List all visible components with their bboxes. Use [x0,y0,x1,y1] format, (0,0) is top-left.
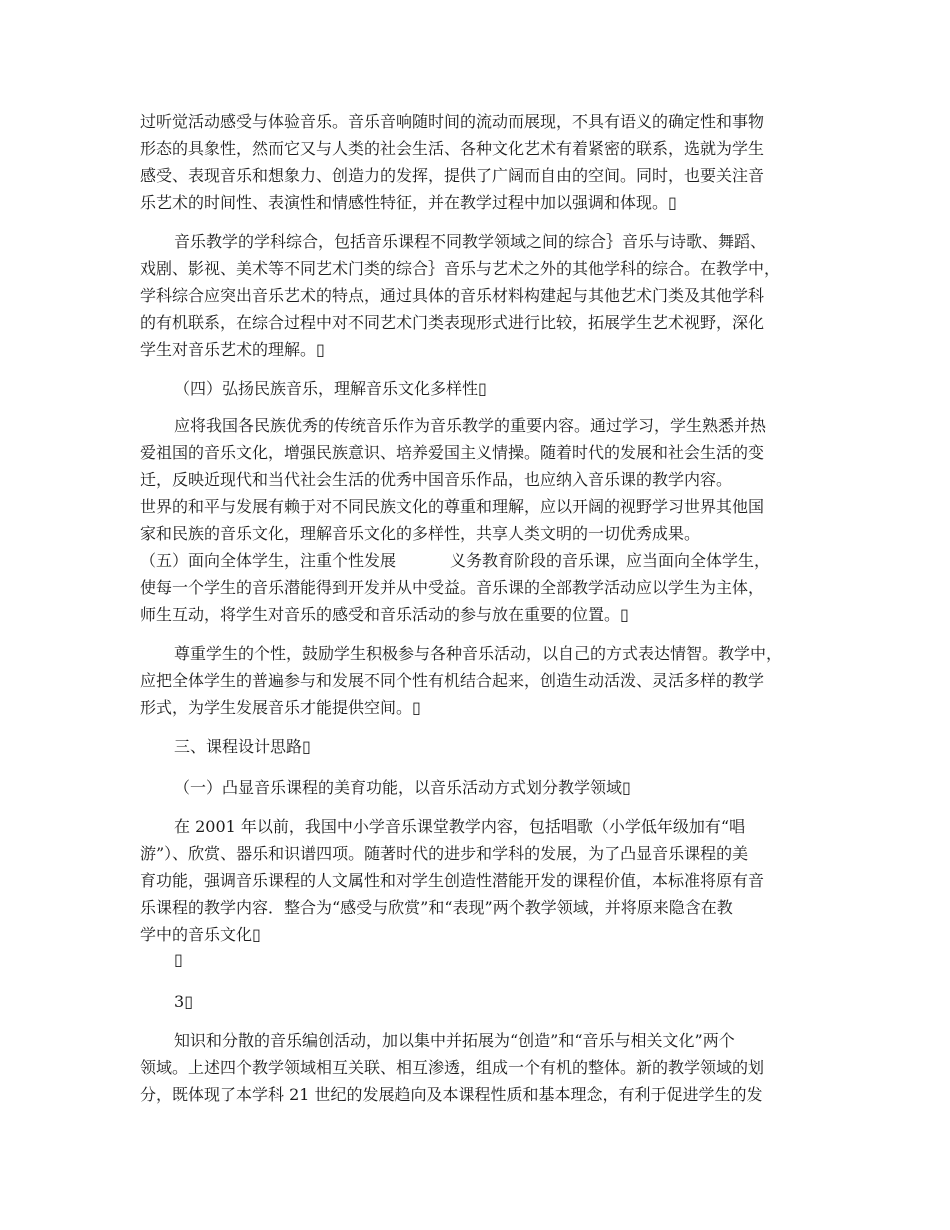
text-line: 游”）、欣赏、器乐和识谱四项。随著时代的进步和学科的发展，为了凸显音乐课程的美 [140,844,749,863]
page-number [140,988,820,1015]
text-line: 分，既体现了本学科 21 世纪的发展趋向及本课程性质和基本理念，有利于促进学生的发 [140,1085,763,1104]
text-line: 学中的音乐文化▯ [140,925,261,944]
text-line: 学科综合应突出音乐艺术的特点，通过具体的音乐材料构建起与其他艺术门类及其他学科 [140,286,765,305]
heading-text: （四）弘扬民族音乐，理解音乐文化多样性▯ [174,379,487,398]
paragraph-5 [140,640,820,721]
text-line: （五）面向全体学生，注重个性发展 义务教育阶段的音乐课，应当面向全体学生， [140,551,771,570]
end-mark: ▯ [174,950,183,969]
heading-text: （一）凸显音乐课程的美育功能，以音乐活动方式划分教学领域▯ [174,778,631,797]
end-mark: ▯ [316,340,325,359]
text-line: 形态的具象性，然而它又与人类的社会生活、各种文化艺术有着紧密的联系，选就为学生 [140,139,765,158]
text-line: 乐艺术的时间性、表演性和情感性特征，并在教学过程中加以强调和体现。▯ [140,193,677,212]
end-mark: ▯ [620,605,629,624]
text-line: 世界的和平与发展有赖于对不同民族文化的尊重和理解，应以开阔的视野学习世界其他国 [140,497,765,516]
text-line: 感受、表现音乐和想象力、创造力的发挥，提供了广阔而自由的空间。同时，也要关注音 [140,166,765,185]
paragraph-11 [140,1027,820,1108]
text-line: 戏剧、影视、美术等不同艺术门类的综合｝音乐与艺术之外的其他学科的综合。在教学中， [140,259,781,278]
empty-paragraph [140,946,820,973]
text-line: 应把全体学生的普遍参与和发展不同个性有机结合起来，创造生动活泼、灵活多样的教学 [140,671,765,690]
text-line: 过听觉活动感受与体验音乐。音乐音响随时间的流动而展现，不具有语义的确定性和事物 [140,112,765,131]
text-line: 爱祖国的音乐文化，增强民族意识、培养爱国主义情操。随着时代的发展和社会生活的变 [140,443,765,462]
text-line: 师生互动，将学生对音乐的感受和音乐活动的参与放在重要的位置。▯ [140,605,629,624]
end-mark: ▯ [184,992,193,1011]
end-mark: ▯ [412,698,421,717]
text-line [140,946,820,973]
paragraph-1 [140,108,820,216]
paragraph-2 [140,228,820,363]
text-line: 音乐教学的学科综合，包括音乐课程不同教学领域之间的综合｝音乐与诗歌、舞蹈、 [174,232,767,251]
text-line: 使每一个学生的音乐潜能得到开发并从中受益。音乐课的全部教学活动应以学生为主体， [140,578,765,597]
text-line: 的有机联系，在综合过程中对不同艺术门类表现形式进行比较，拓展学生艺术视野，深化 [140,313,765,332]
end-mark: ▯ [252,925,261,944]
paragraph-8 [140,813,820,948]
text-line: 家和民族的音乐文化，理解音乐文化的多样性，共享人类文明的一切优秀成果。 [140,524,701,543]
subsection-heading-1 [140,774,820,801]
text-line: 乐课程的教学内容．整合为“感受与欣赏”和“表现”两个教学领域，并将原来隐含在教 [140,898,733,917]
text-line: 尊重学生的个性，鼓励学生积极参与各种音乐活动，以自己的方式表达情智。教学中， [174,644,783,663]
end-mark: ▯ [302,737,311,756]
text-line: 应将我国各民族优秀的传统音乐作为音乐教学的重要内容。通过学习，学生熟悉并热 [174,416,767,435]
end-mark: ▯ [668,193,677,212]
end-mark: ▯ [622,778,631,797]
text-line: 领域。上述四个教学领域相互关联、相互渗透，组成一个有机的整体。新的教学领域的划 [140,1058,765,1077]
text-line: 育功能，强调音乐课程的人文属性和对学生创造性潜能开发的课程价值，本标准将原有音 [140,871,765,890]
text-line: 迁，反映近现代和当代社会生活的优秀中国音乐作品，也应纳入音乐课的教学内容。 [140,470,733,489]
section-heading-5: （五）面向全体学生，注重个性发展 [140,551,397,570]
paragraph-4 [140,412,820,628]
section-heading-3 [140,733,820,760]
text-line: 形式，为学生发展音乐才能提供空间。▯ [140,698,421,717]
section-heading-4 [140,375,820,402]
end-mark: ▯ [478,379,487,398]
text-line: 在 2001 年以前，我国中小学音乐课堂教学内容，包括唱歌（小学低年级加有“唱 [174,817,746,836]
text-line: 知识和分散的音乐编创活动，加以集中并拓展为“创造”和“音乐与相关文化”两个 [174,1031,735,1050]
page-number-text: 3▯ [174,992,193,1011]
heading-text: 三、课程设计思路▯ [174,737,311,756]
text-line: 学生对音乐艺术的理解。▯ [140,340,325,359]
